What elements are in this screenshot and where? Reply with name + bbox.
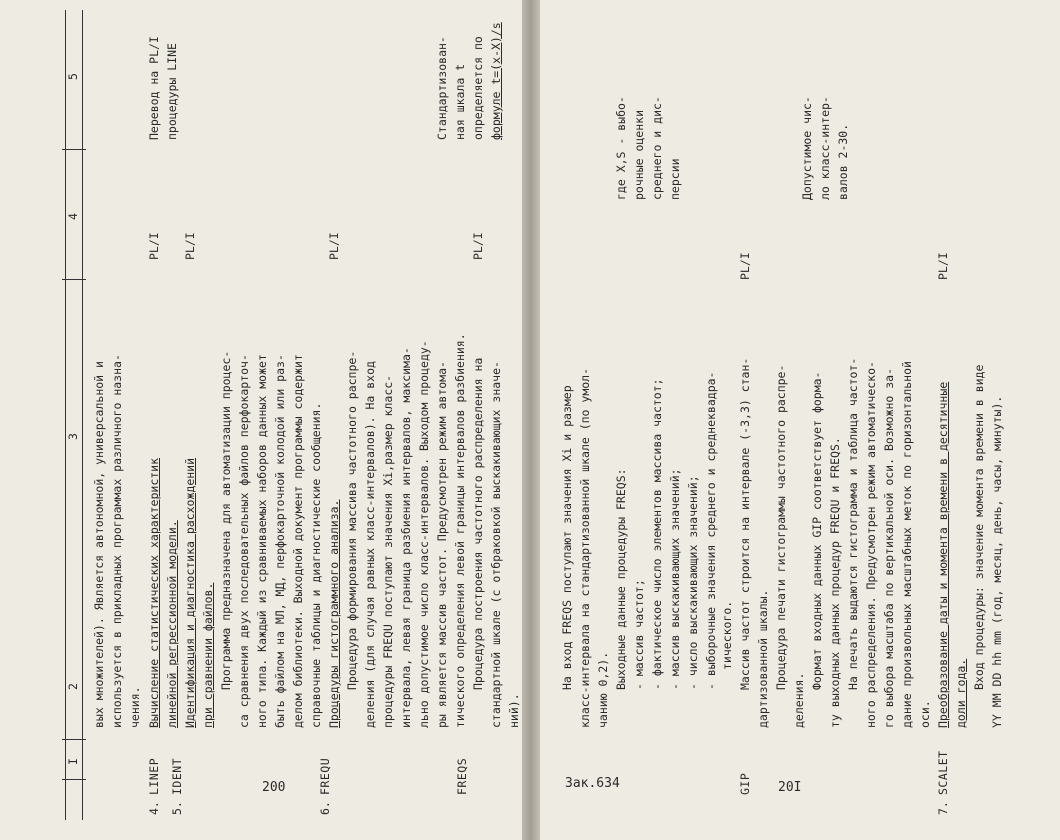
row-note: рочные оценки [632, 109, 646, 200]
header-col2: 2 [66, 683, 80, 690]
row-number: 5. [170, 801, 184, 815]
row-text: деления (для случая равных класс-интервалов). На вход [363, 361, 377, 728]
row-text: используется в прикладных программах различного назна- [110, 354, 124, 728]
row-lang: PL/I [147, 232, 161, 260]
row-lang: PL/I [471, 232, 485, 260]
order-mark: Зак.634 [565, 776, 620, 791]
header-col4: 4 [66, 213, 80, 220]
row-note: процедуры LINE [165, 43, 179, 140]
row-text: Выходные данные процедуры FREQS: [614, 468, 628, 690]
row-note: определяется по [471, 36, 485, 140]
row-text: На печать выдаются гистограмма и таблица частот- [846, 357, 860, 690]
row-text: дание произвольных масштабных меток по горизонтальной [900, 361, 914, 728]
row-text: делом библиотеки. Выходной документ программы содержит [291, 354, 305, 728]
left-page [0, 0, 522, 840]
row-text: тического. [720, 600, 734, 670]
row-text: вых множителей). Является автономной, универсальной и [92, 361, 106, 728]
row-text: стандартной шкале (с отбраковкой выскакивающих значе- [489, 361, 503, 728]
row-text: Формат входных данных GIP соответствует форма- [810, 371, 824, 690]
row-text: - фактическое число элементов массива частот; [650, 378, 664, 690]
row-text: Процедура формирования массива частотного распре- [345, 350, 359, 690]
row-note: Перевод на PL/I [147, 36, 161, 140]
row-note: Допустимое чис- [800, 96, 814, 200]
row-text: На вход FREQS поступают значения Xi и размер [560, 385, 574, 690]
row-note: где X,S - выбо- [614, 96, 628, 200]
row-text: быть файлом на МЛ, МД, перфокарточной колодой или раз- [273, 354, 287, 728]
row-text: чанию 0,2). [596, 651, 610, 728]
row-note: валов 2-30. [836, 123, 850, 200]
row-code: LINEP [147, 757, 161, 795]
table-header-rule [82, 10, 83, 820]
col-divider [62, 279, 86, 280]
row-lang: PL/I [738, 252, 752, 280]
row-text: Процедура печати гистограммы частотного распре- [774, 364, 788, 690]
row-text: оси. [918, 700, 932, 728]
page-number: 20I [778, 780, 802, 795]
row-code: GIP [738, 772, 752, 795]
header-col3: 3 [66, 433, 80, 440]
row-text: при сравнении файлов. [201, 582, 215, 728]
col-divider [62, 149, 86, 150]
row-text: интервала, левая граница разбиения интервалов, максима- [399, 347, 413, 728]
row-text: ры является массив частот. Предусмотрен режим автома- [435, 361, 449, 728]
row-note: ло класс-интер- [818, 96, 832, 200]
book-gutter [522, 0, 540, 840]
row-number: 6. [318, 801, 332, 815]
row-text: льно допустимое число класс-интервалов. Выходом процеду- [417, 340, 431, 728]
row-text: - массив выскакивающих значений; [668, 468, 682, 690]
row-text: - выборочные значения среднего и среднеквадра- [704, 371, 718, 690]
right-page [540, 0, 1060, 840]
row-note: формуле t=(x-X)/s [489, 22, 503, 140]
row-number: 7. [936, 801, 950, 815]
row-text: Преобразование даты и момента времени в десятичные [936, 381, 950, 728]
row-note: Стандартизован- [435, 36, 449, 140]
row-text: класс-интервала на стандартизованной шкале (по умол- [578, 367, 592, 728]
row-text: деления. [792, 672, 806, 728]
row-code: FREQU [318, 757, 332, 795]
row-text: доли года. [954, 658, 968, 728]
row-text: ного типа. Каждый из сравниваемых наборов данных может [255, 354, 269, 728]
row-text: тического определения левой границы интервалов разбиения. [453, 333, 467, 728]
row-text: Процедура построения частотного распределения на [471, 357, 485, 690]
row-text: ту выходных данных процедур FREQU и FREQS. [828, 437, 842, 728]
row-number: 4. [147, 801, 161, 815]
right-page-rotated-content [540, 0, 1060, 840]
row-text: чения. [128, 686, 142, 728]
row-text: Программа предназначена для автоматизации процес- [219, 350, 233, 690]
row-text: ний). [507, 693, 521, 728]
row-text: Массив частот строится на интервале (-3,3) стан- [738, 357, 752, 690]
row-text: справочные таблицы и диагностические сообщения. [309, 402, 323, 728]
col-divider [62, 739, 86, 740]
header-col5: 5 [66, 73, 80, 80]
row-text: - массив частот; [632, 579, 646, 690]
row-text: Идентификация и диагностика расхождений [183, 457, 197, 728]
row-text: линейной регрессионной модели. [165, 520, 179, 728]
row-text: Процедуры гистограммного анализа. [327, 499, 341, 728]
row-text: - число выскакивающих значений; [686, 475, 700, 690]
row-text: YY MM DD hh mm (год, месяц, день, часы, минуты). [990, 395, 1004, 728]
row-lang: PL/I [936, 252, 950, 280]
row-code: FREQS [455, 757, 469, 795]
page-number: 200 [262, 780, 286, 795]
row-lang: PL/I [327, 232, 341, 260]
row-note: среднего и дис- [650, 96, 664, 200]
row-code: IDENT [170, 757, 184, 795]
row-text: го выбора масштаба по вертикальной оси. Возможно за- [882, 367, 896, 728]
row-text: процедуры FREQU поступают значения Xi,размер класс- [381, 374, 395, 728]
row-lang: PL/I [183, 232, 197, 260]
row-note: персии [668, 158, 682, 200]
left-page-rotated-content [0, 0, 522, 840]
header-col1: I [66, 758, 80, 765]
row-text: са сравнения двух последовательных файлов перфокарточ- [237, 354, 251, 728]
row-note: ная шкала t [453, 63, 467, 140]
row-text: ного распределения. Предусмотрен режим автоматическо- [864, 361, 878, 728]
row-code: SCALET [936, 750, 950, 795]
row-text: Вход процедуры: значение момента времени в виде [972, 364, 986, 690]
row-text: дартизованной шкалы. [756, 589, 770, 728]
table-top-rule [65, 10, 66, 820]
row-text: Вычисление статистических характеристик [147, 457, 161, 728]
col-divider [62, 779, 86, 780]
